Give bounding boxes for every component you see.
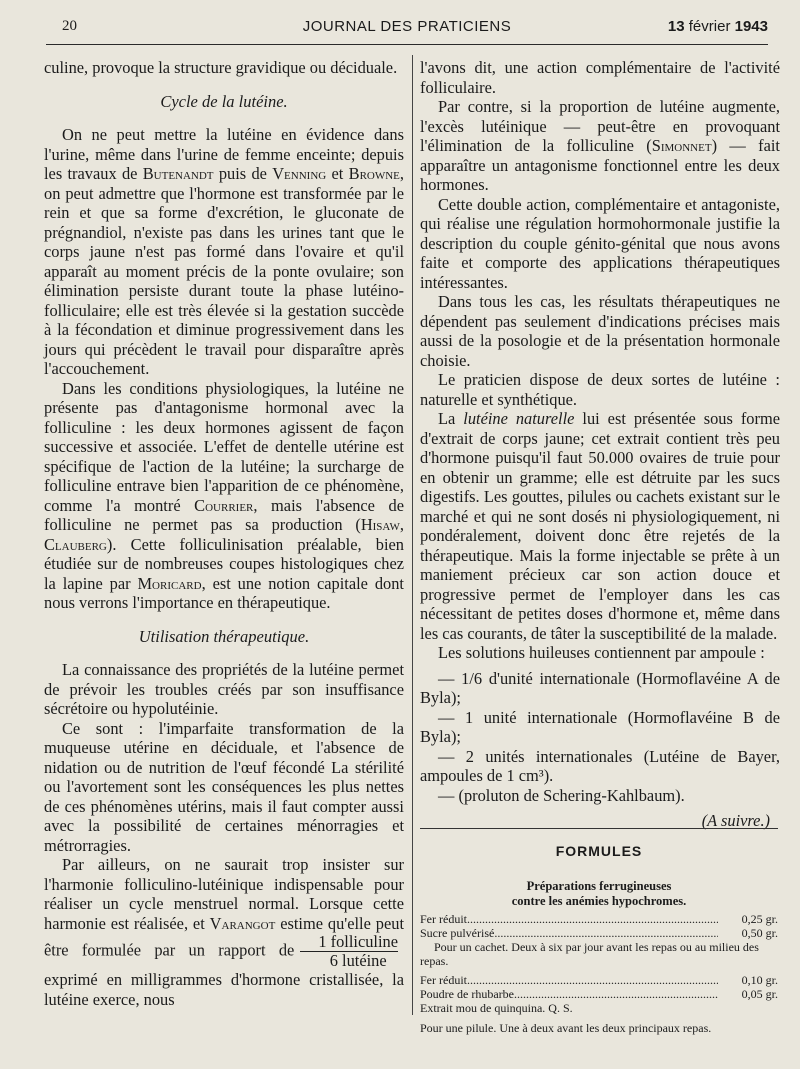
date-month: février xyxy=(688,18,731,35)
list-item: — 1 unité internationale (Hormoflavéine B de Byla); xyxy=(420,707,780,746)
formules-heading: FORMULES xyxy=(555,843,643,859)
text-run: On ne peut mettre la lutéine en évidence dans l'urine, même dans l'urine de femme enceinte; depuis les travaux de xyxy=(44,125,404,183)
issue-date xyxy=(668,18,768,35)
dosage-note: Pour un cachet. Deux à six par jour avant les repas ou au milieu des repas. xyxy=(420,940,759,968)
paragraph: Le praticien dispose de deux sortes de lutéine : naturelle et synthétique. xyxy=(420,370,780,409)
text-run: exprimé en milligrammes d'hormone cristallisée, la lutéine exerce, nous xyxy=(44,970,404,1009)
divider xyxy=(420,828,778,829)
paragraph xyxy=(44,855,404,1009)
ingredient-name: Fer réduit xyxy=(420,973,467,987)
author-name: Varangot xyxy=(209,913,276,933)
formules-section xyxy=(420,828,778,1041)
dosage-note: Pour une pilule. Une à deux avant les deux principaux repas. xyxy=(420,1020,712,1035)
text-run: , est une notion capitale dont nous verrons l'importance en thérapeutique. xyxy=(44,573,404,612)
date-day: 13 xyxy=(667,18,685,35)
text-run: puis de xyxy=(213,164,273,183)
author-name: Clauberg xyxy=(44,534,107,554)
author-name: Venning xyxy=(272,164,327,183)
fraction-numerator: 1 folliculine xyxy=(300,933,398,952)
author-name: Browne xyxy=(348,164,400,183)
ingredient-row xyxy=(420,927,778,941)
list-item: — 1/6 d'unité internationale (Hormoflavéine A de Byla); xyxy=(420,668,780,707)
ingredient-row xyxy=(420,913,778,927)
ingredient-name: Poudre de rhubarbe xyxy=(420,986,514,1001)
text-run: La xyxy=(438,409,464,428)
author-name: Simonnet xyxy=(651,136,712,155)
text-run: , on peut admettre que l'hormone est transformée par le rein et que sa forme d'excrétion, le gluconate de prégnandiol, n'existe pas dans les urines tant que le corps jaune n'est pas formé dans l'ovaire et qu'il apparaît au moment précis de la ponte ovulaire; son élimination persiste durant toute la phase lutéino-folliculaire; elle est très élevée si la gestation succède à la fécondation et diminue progressivement dans les jours qui précèdent le travail pour disparaître après l'accouchement. xyxy=(44,164,405,378)
page-header xyxy=(46,14,768,45)
paragraph-intro: culine, provoque la structure gravidique ou déciduale. xyxy=(44,58,398,77)
ingredient-quantity: 0,25 gr. xyxy=(741,912,778,926)
text-run: , xyxy=(399,515,404,534)
journal-title: JOURNAL DES PRATICIENS xyxy=(302,18,512,35)
paragraph: Ce sont : l'imparfaite transformation de la muqueuse utérine en déciduale, et l'absence de nidation ou de nutrition de l'œuf fécondé La stérilité ou l'avortement sont les conséquences les plus nettes de ces phénomènes utérins, mais il faut compter aussi avec la possibilité de certaines ménorragies et métrorragies. xyxy=(44,718,404,855)
text-run: ). Cette folliculinisation préalable, bien étudiée sur de nombreuses coupes histologiques chez la lapine par xyxy=(44,534,404,593)
text-run: et xyxy=(326,164,349,183)
page-number: 20 xyxy=(62,18,77,34)
formula-title-line: contre les anémies hypochromes. xyxy=(511,894,687,908)
emphasis: lutéine naturelle xyxy=(463,409,575,428)
fraction-denominator: 6 lutéine xyxy=(329,951,387,970)
text-run: Dans les conditions physiologiques, la lutéine ne présente pas d'antagonisme hormonal avec la folliculine : les deux hormones agissent de façon successive et associée. L'effet de dentelle utérine est spécifique de l'action de la lutéine; la surcharge de folliculine entrave bien l'apparition de ce phénomène, comme l'a montré xyxy=(44,378,404,515)
section-heading-cycle: Cycle de la lutéine. xyxy=(160,91,288,111)
ingredient-row xyxy=(420,988,778,1002)
paragraph: Les solutions huileuses contiennent par ampoule : xyxy=(438,643,765,662)
ampoule-list xyxy=(420,669,780,806)
leader-dots xyxy=(514,988,718,1002)
paragraph xyxy=(420,409,780,643)
ingredient-quantity: 0,05 gr. xyxy=(741,986,778,1001)
ingredient-name: Fer réduit xyxy=(420,912,467,926)
formula-title xyxy=(420,879,778,909)
paragraph: La connaissance des propriétés de la lutéine permet de prévoir les troubles créés par son insuffisance sécrétoire ou hypolutéinie. xyxy=(44,660,404,718)
text-run: lui est présentée sous forme d'extrait de corps jaune; cet extrait contient très peu d'hormone puisqu'il faut 50.000 ovaires de truie pour en obtenir un gramme; elle est détruite par les sucs digestifs. Les gouttes, pilules ou cachets existant sur le marché et qui ne sont dosés ni physiologiquement, ni pondéralement, doivent donc être rejetés de la thérapeutique. Mais la forme injectable se prête à un maniement précieux car son action douce et progressive permet de l'employer dans les cas nécessitant de petites doses d'hormone et, même dans les cas courants, de tâter la susceptibilité de la malade. xyxy=(420,409,780,643)
column-divider xyxy=(412,55,413,1015)
text-run: Par contre, si la proportion de lutéine augmente, l'excès lutéinique — peut-être en provoquant l'élimination de la folliculine ( xyxy=(420,97,780,155)
paragraph-intro: l'avons dit, une action complémentaire de l'activité folliculaire. xyxy=(420,58,780,97)
text-run: Par ailleurs, on ne saurait trop insister sur l'harmonie folliculino-lutéinique indispensable pour réaliser un cycle menstruel normal. Lorsque cette harmonie est réalisée, et xyxy=(44,855,404,933)
section-heading-utilisation: Utilisation thérapeutique. xyxy=(138,626,310,646)
ingredient-quantity: 0,50 gr. xyxy=(741,925,778,940)
ingredient-extra: Extrait mou de quinquina. Q. S. xyxy=(420,1001,573,1015)
paragraph xyxy=(420,97,780,195)
leader-dots xyxy=(467,913,718,927)
author-name: Moricard xyxy=(137,573,202,593)
formula-title-line: Préparations ferrugineuses xyxy=(526,879,672,893)
continued-note: (A suivre.) xyxy=(701,811,770,830)
paragraph: Dans tous les cas, les résultats thérapeutiques ne dépendent pas seulement d'indications précises mais aussi de la posologie et de la présentation hormonale choisie. xyxy=(420,292,780,370)
date-year: 1943 xyxy=(734,18,768,35)
list-item: — 2 unités internationales (Lutéine de Bayer, ampoules de 1 cm³). xyxy=(420,746,780,785)
leader-dots xyxy=(494,927,718,941)
author-name: Hisaw xyxy=(360,515,400,534)
left-column xyxy=(44,58,404,1009)
text-run: , mais l'absence de folliculine ne permet pas sa production ( xyxy=(44,495,404,534)
list-item: — (proluton de Schering-Kahlbaum). xyxy=(438,785,685,805)
leader-dots xyxy=(467,974,718,988)
text-run: ) — fait apparaître un antagonisme fonctionnel entre les deux hormones. xyxy=(420,136,780,194)
ingredient-row xyxy=(420,974,778,988)
author-name: Courrier xyxy=(194,495,254,515)
right-column xyxy=(420,58,780,831)
paragraph: Cette double action, complémentaire et antagoniste, qui réalise une régulation hormohormonale justifie la description du couple génito-génital que nous avons faite et comporte des applications thérapeutiques intéressantes. xyxy=(420,194,780,292)
paragraph xyxy=(44,379,404,613)
ratio-fraction xyxy=(300,933,398,970)
text-run: estime qu'elle peut être formulée par un rapport de xyxy=(44,913,404,960)
ingredient-name: Sucre pulvérisé xyxy=(420,925,495,940)
author-name: Butenandt xyxy=(142,164,214,183)
paragraph xyxy=(44,125,404,379)
ingredient-quantity: 0,10 gr. xyxy=(741,973,778,987)
